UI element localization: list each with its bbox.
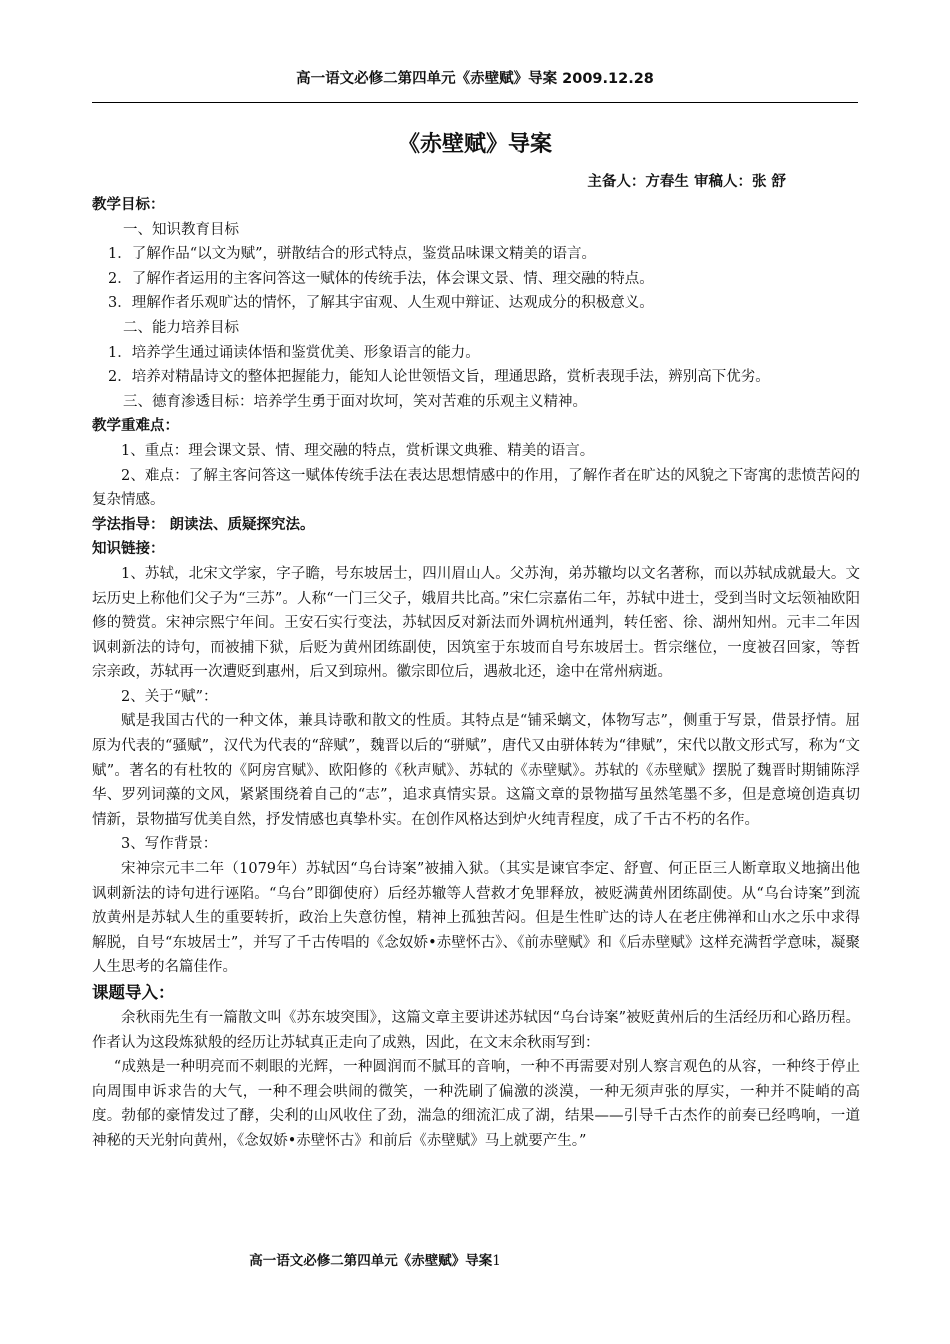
authors-line: 主备人：方春生 审稿人：张 舒 bbox=[587, 174, 786, 190]
intro-quote: “成熟是一种明亮而不刺眼的光辉，一种圆润而不腻耳的音响，一种不再需要对别人察言观色的从容，一种终于停止向周围申诉求告的大气，一种不理会哄闹的微笑，一种洗刷了偏激的淡漠，一种无须声张的厚实，一种并不陡峭的高度。勃郁的豪情发过了酵，尖利的山风收住了劲，湍急的细流汇成了湖，结果——引导千古杰作的前奏已经鸣响，一道神秘的天光射向黄州，《念奴娇•赤壁怀古》和前后《赤壁赋》马上就要产生。” bbox=[92, 1059, 860, 1149]
page-number: 1 bbox=[492, 1253, 501, 1269]
page-footer bbox=[92, 1249, 858, 1269]
background-subheading: 3、写作背景： bbox=[121, 836, 218, 853]
fu-subheading: 2、关于“赋”： bbox=[121, 688, 218, 705]
goals-ability-item: 2．培养对精晶诗文的整体把握能力，能知人论世领悟文旨，理通思路，赏析表现手法，辨别高下优劣。 bbox=[108, 369, 770, 386]
goals-ability-item: 1．培养学生通过诵读体悟和鉴赏优美、形象语言的能力。 bbox=[108, 344, 480, 361]
goals-knowledge-item: 3．理解作者乐观旷达的情怀，了解其宇宙观、人生观中辩证、达观成分的积极意义。 bbox=[108, 295, 654, 312]
goals-knowledge-item: 1．了解作品“以文为赋”，骈散结合的形式特点，鉴赏品味课文精美的语言。 bbox=[108, 246, 597, 263]
author-bio-paragraph: 1、苏轼，北宋文学家，字子瞻，号东坡居士，四川眉山人。父苏洵，弟苏辙均以文名著称，而以苏轼成就最大。文坛历史上称他们父子为“三苏”。人称“一门三父子，娥眉共比高。”宋仁宗嘉佑二年，苏轼中进士，受到当时文坛领袖欧阳修的赞赏。宋神宗熙宁年间。王安石实行变法，苏轼因反对新法而外调杭州通判，转任密、徐、湖州知州。元丰二年因讽刺新法的诗句，而被捕下狱，后贬为黄州团练副使，因筑室于东坡而自号东坡居士。哲宗继位，一度被召回家，等哲宗亲政，苏轼再一次遭贬到惠州，后又到琼州。徽宗即位后，遇赦北还，途中在常州病逝。 bbox=[92, 565, 860, 681]
fu-paragraph: 赋是我国古代的一种文体，兼具诗歌和散文的性质。其特点是“铺采螭文，体物写志”，侧重于写景，借景抒情。屈原为代表的“骚赋”，汉代为代表的“辞赋”，魏晋以后的“骈赋”，唐代又由骈体转为“律赋”，宋代以散文形式写，称为“文赋”。著名的有杜牧的《阿房宫赋》、欧阳修的《秋声赋》、苏轼的《赤壁赋》。苏轼的《赤壁赋》摆脱了魏晋时期铺陈浮华、罗列词藻的文风，紧紧围绕着自己的“志”，追求真情实景。这篇文章的景物描写虽然笔墨不多，但是意境创造真切情新，景物描写优美自然，抒发情感也真挚朴实。在创作风格达到炉火纯青程度，成了千古不朽的名作。 bbox=[92, 713, 860, 828]
key-point: 1、重点：理会课文景、情、理交融的特点，赏析课文典雅、精美的语言。 bbox=[121, 442, 595, 459]
document-body bbox=[92, 193, 860, 1154]
header-divider bbox=[92, 102, 858, 103]
document-title: 《赤壁赋》导案 bbox=[397, 132, 552, 157]
learning-method: 学法指导： 朗读法、质疑探究法。 bbox=[92, 516, 315, 533]
goals-heading: 教学目标： bbox=[92, 197, 165, 213]
goals-knowledge-item: 2．了解作者运用的主客问答这一赋体的传统手法，体会课文景、情、理交融的特点。 bbox=[108, 270, 654, 287]
page-header: 高一语文必修二第四单元《赤壁赋》导案 2009.12.28 bbox=[296, 71, 654, 87]
difficult-point: 2、难点：了解主客问答这一赋体传统手法在表达思想情感中的作用，了解作者在旷达的风貌之下寄寓的悲愤苦闷的复杂情感。 bbox=[92, 467, 860, 509]
key-points-heading: 教学重难点： bbox=[92, 418, 179, 435]
knowledge-links-heading: 知识链接： bbox=[92, 541, 165, 558]
footer-title: 高一语文必修二第四单元《赤壁赋》导案 bbox=[249, 1253, 493, 1269]
intro-heading: 课题导入： bbox=[92, 983, 175, 1002]
goals-moral: 三、德育渗透目标：培养学生勇于面对坎坷，笑对苦难的乐观主义精神。 bbox=[123, 393, 587, 410]
goals-knowledge-heading: 一、知识教育目标 bbox=[123, 221, 239, 238]
goals-ability-heading: 二、能力培养目标 bbox=[123, 319, 239, 336]
intro-paragraph: 余秋雨先生有一篇散文叫《苏东坡突围》，这篇文章主要讲述苏轼因“乌台诗案”被贬黄州后的生活经历和心路历程。作者认为这段炼狱般的经历让苏轼真正走向了成熟，因此，在文末余秋雨写到： bbox=[92, 1010, 860, 1051]
background-paragraph: 宋神宗元丰二年（1079年）苏轼因“乌台诗案”被捕入狱。（其实是谏官李定、舒亶、何正臣三人断章取义地摘出他讽刺新法的诗句进行诬陷。“乌台”即御使府）后经苏辙等人营救才免罪释放，被贬满黄州团练副使。从“乌台诗案”到流放黄州是苏轼人生的重要转折，政治上失意彷惶，精神上孤独苦闷。但是生性旷达的诗人在老庄佛禅和山水之乐中求得解脱，自号“东坡居士”，并写了千古传唱的《念奴娇•赤壁怀古》、《前赤壁赋》和《后赤壁赋》这样充满哲学意味，凝聚人生思考的名篇佳作。 bbox=[92, 861, 860, 976]
